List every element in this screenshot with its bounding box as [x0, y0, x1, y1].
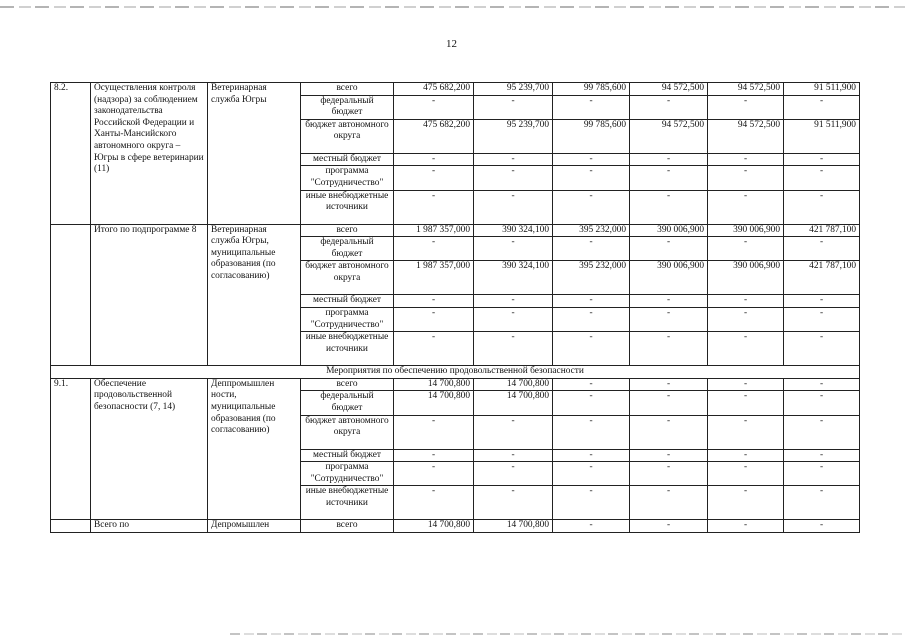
executor: Депромышлен — [208, 520, 301, 533]
subtotal-title: Итого по подпрограмме 8 — [91, 224, 208, 366]
value-cell: - — [708, 190, 784, 224]
value-cell: - — [474, 153, 553, 166]
value-cell: 14 700,800 — [474, 520, 553, 533]
value-cell: - — [784, 95, 860, 119]
value-cell: 475 682,200 — [394, 119, 474, 153]
value-cell: - — [553, 415, 630, 449]
value-cell: - — [553, 486, 630, 520]
value-cell: - — [784, 190, 860, 224]
value-cell: 99 785,600 — [553, 83, 630, 96]
value-cell: 95 239,700 — [474, 119, 553, 153]
value-cell: - — [630, 486, 708, 520]
value-cell: - — [630, 462, 708, 486]
value-cell: - — [784, 462, 860, 486]
source-label: федеральный бюджет — [301, 391, 394, 415]
value-cell: 390 324,100 — [474, 224, 553, 237]
value-cell: - — [553, 237, 630, 261]
value-cell: - — [630, 391, 708, 415]
value-cell: 14 700,800 — [394, 378, 474, 391]
value-cell: - — [784, 520, 860, 533]
value-cell: 1 987 357,000 — [394, 224, 474, 237]
value-cell: 390 006,900 — [708, 224, 784, 237]
value-cell: - — [394, 295, 474, 308]
row-number: 9.1. — [51, 378, 91, 520]
value-cell: - — [708, 153, 784, 166]
value-cell: - — [630, 237, 708, 261]
source-label: программа "Сотрудничество" — [301, 307, 394, 331]
source-label: всего — [301, 378, 394, 391]
source-label: всего — [301, 83, 394, 96]
value-cell: - — [394, 166, 474, 190]
executor: Деппромышлен ности, муниципальные образования (по согласованию) — [208, 378, 301, 520]
value-cell: - — [394, 415, 474, 449]
value-cell: - — [784, 391, 860, 415]
value-cell: - — [553, 462, 630, 486]
value-cell: - — [784, 295, 860, 308]
value-cell: - — [630, 520, 708, 533]
value-cell: - — [708, 520, 784, 533]
value-cell: - — [630, 166, 708, 190]
source-label: местный бюджет — [301, 449, 394, 462]
value-cell: 99 785,600 — [553, 119, 630, 153]
value-cell: - — [474, 307, 553, 331]
source-label: всего — [301, 224, 394, 237]
value-cell: 14 700,800 — [474, 378, 553, 391]
value-cell: - — [708, 332, 784, 366]
value-cell: - — [474, 95, 553, 119]
value-cell: - — [630, 190, 708, 224]
value-cell: 94 572,500 — [708, 119, 784, 153]
value-cell: - — [630, 295, 708, 308]
value-cell: - — [394, 486, 474, 520]
value-cell: - — [630, 307, 708, 331]
value-cell: 94 572,500 — [708, 83, 784, 96]
value-cell: - — [553, 95, 630, 119]
source-label: программа "Сотрудничество" — [301, 166, 394, 190]
total-title: Всего по — [91, 520, 208, 533]
value-cell: - — [708, 449, 784, 462]
value-cell: - — [553, 307, 630, 331]
value-cell: - — [630, 415, 708, 449]
value-cell: 14 700,800 — [474, 391, 553, 415]
value-cell: - — [708, 166, 784, 190]
value-cell: 91 511,900 — [784, 83, 860, 96]
budget-table — [50, 82, 860, 533]
value-cell: - — [708, 307, 784, 331]
value-cell: - — [784, 237, 860, 261]
value-cell: - — [394, 449, 474, 462]
value-cell: - — [708, 415, 784, 449]
value-cell: - — [394, 95, 474, 119]
value-cell: - — [394, 332, 474, 366]
value-cell: - — [553, 520, 630, 533]
measure-title: Осуществления контроля (надзора) за соблюдением законодательства Российской Федерации и Ханты-Мансийского автономного округа – Югры в сфере ветеринарии (11) — [91, 83, 208, 225]
table-row — [51, 224, 860, 237]
row-number-empty — [51, 224, 91, 366]
value-cell: - — [394, 307, 474, 331]
value-cell: - — [630, 449, 708, 462]
value-cell: - — [784, 153, 860, 166]
page-number: 12 — [446, 38, 457, 50]
value-cell: - — [708, 237, 784, 261]
source-label: бюджет автономного округа — [301, 119, 394, 153]
value-cell: - — [474, 190, 553, 224]
source-label: федеральный бюджет — [301, 237, 394, 261]
value-cell: - — [474, 462, 553, 486]
value-cell: - — [708, 295, 784, 308]
source-label: местный бюджет — [301, 153, 394, 166]
value-cell: - — [708, 391, 784, 415]
value-cell: - — [553, 449, 630, 462]
value-cell: - — [708, 486, 784, 520]
scan-edge-bottom — [230, 633, 905, 635]
value-cell: - — [474, 332, 553, 366]
source-label: иные внебюджетные источники — [301, 332, 394, 366]
value-cell: - — [553, 166, 630, 190]
source-label: бюджет автономного округа — [301, 415, 394, 449]
value-cell: 390 006,900 — [630, 261, 708, 295]
table-row — [51, 378, 860, 391]
value-cell: 94 572,500 — [630, 83, 708, 96]
section-row — [51, 366, 860, 379]
executor: Ветеринарная служба Югры, муниципальные образования (по согласованию) — [208, 224, 301, 366]
value-cell: - — [394, 153, 474, 166]
value-cell: - — [784, 332, 860, 366]
value-cell: - — [630, 378, 708, 391]
value-cell: - — [474, 486, 553, 520]
row-number: 8.2. — [51, 83, 91, 225]
scan-edge-top — [0, 6, 905, 8]
value-cell: - — [708, 378, 784, 391]
table-row — [51, 83, 860, 96]
value-cell: - — [784, 166, 860, 190]
value-cell: - — [553, 190, 630, 224]
value-cell: 390 006,900 — [630, 224, 708, 237]
value-cell: 395 232,000 — [553, 261, 630, 295]
table-row — [51, 520, 860, 533]
value-cell: - — [630, 95, 708, 119]
value-cell: - — [553, 378, 630, 391]
source-label: местный бюджет — [301, 295, 394, 308]
source-label: федеральный бюджет — [301, 95, 394, 119]
value-cell: 1 987 357,000 — [394, 261, 474, 295]
value-cell: - — [630, 332, 708, 366]
value-cell: - — [474, 295, 553, 308]
value-cell: 475 682,200 — [394, 83, 474, 96]
value-cell: 421 787,100 — [784, 224, 860, 237]
executor: Ветеринарная служба Югры — [208, 83, 301, 225]
value-cell: - — [553, 295, 630, 308]
value-cell: - — [394, 237, 474, 261]
value-cell: 421 787,100 — [784, 261, 860, 295]
value-cell: 14 700,800 — [394, 391, 474, 415]
value-cell: - — [474, 237, 553, 261]
source-label: программа "Сотрудничество" — [301, 462, 394, 486]
value-cell: 94 572,500 — [630, 119, 708, 153]
source-label: бюджет автономного округа — [301, 261, 394, 295]
value-cell: 395 232,000 — [553, 224, 630, 237]
value-cell: 95 239,700 — [474, 83, 553, 96]
value-cell: - — [553, 332, 630, 366]
value-cell: 390 006,900 — [708, 261, 784, 295]
row-number-empty — [51, 520, 91, 533]
section-header: Мероприятия по обеспечению продовольственной безопасности — [51, 366, 860, 379]
source-label: всего — [301, 520, 394, 533]
value-cell: 390 324,100 — [474, 261, 553, 295]
value-cell: - — [474, 166, 553, 190]
value-cell: - — [784, 415, 860, 449]
value-cell: - — [394, 462, 474, 486]
value-cell: - — [474, 415, 553, 449]
value-cell: - — [394, 190, 474, 224]
value-cell: - — [784, 449, 860, 462]
value-cell: - — [474, 449, 553, 462]
source-label: иные внебюджетные источники — [301, 190, 394, 224]
value-cell: - — [553, 153, 630, 166]
value-cell: - — [784, 307, 860, 331]
value-cell: - — [708, 462, 784, 486]
value-cell: - — [784, 486, 860, 520]
value-cell: - — [553, 391, 630, 415]
value-cell: 14 700,800 — [394, 520, 474, 533]
value-cell: - — [708, 95, 784, 119]
source-label: иные внебюджетные источники — [301, 486, 394, 520]
value-cell: 91 511,900 — [784, 119, 860, 153]
value-cell: - — [630, 153, 708, 166]
value-cell: - — [784, 378, 860, 391]
measure-title: Обеспечение продовольственной безопасности (7, 14) — [91, 378, 208, 520]
